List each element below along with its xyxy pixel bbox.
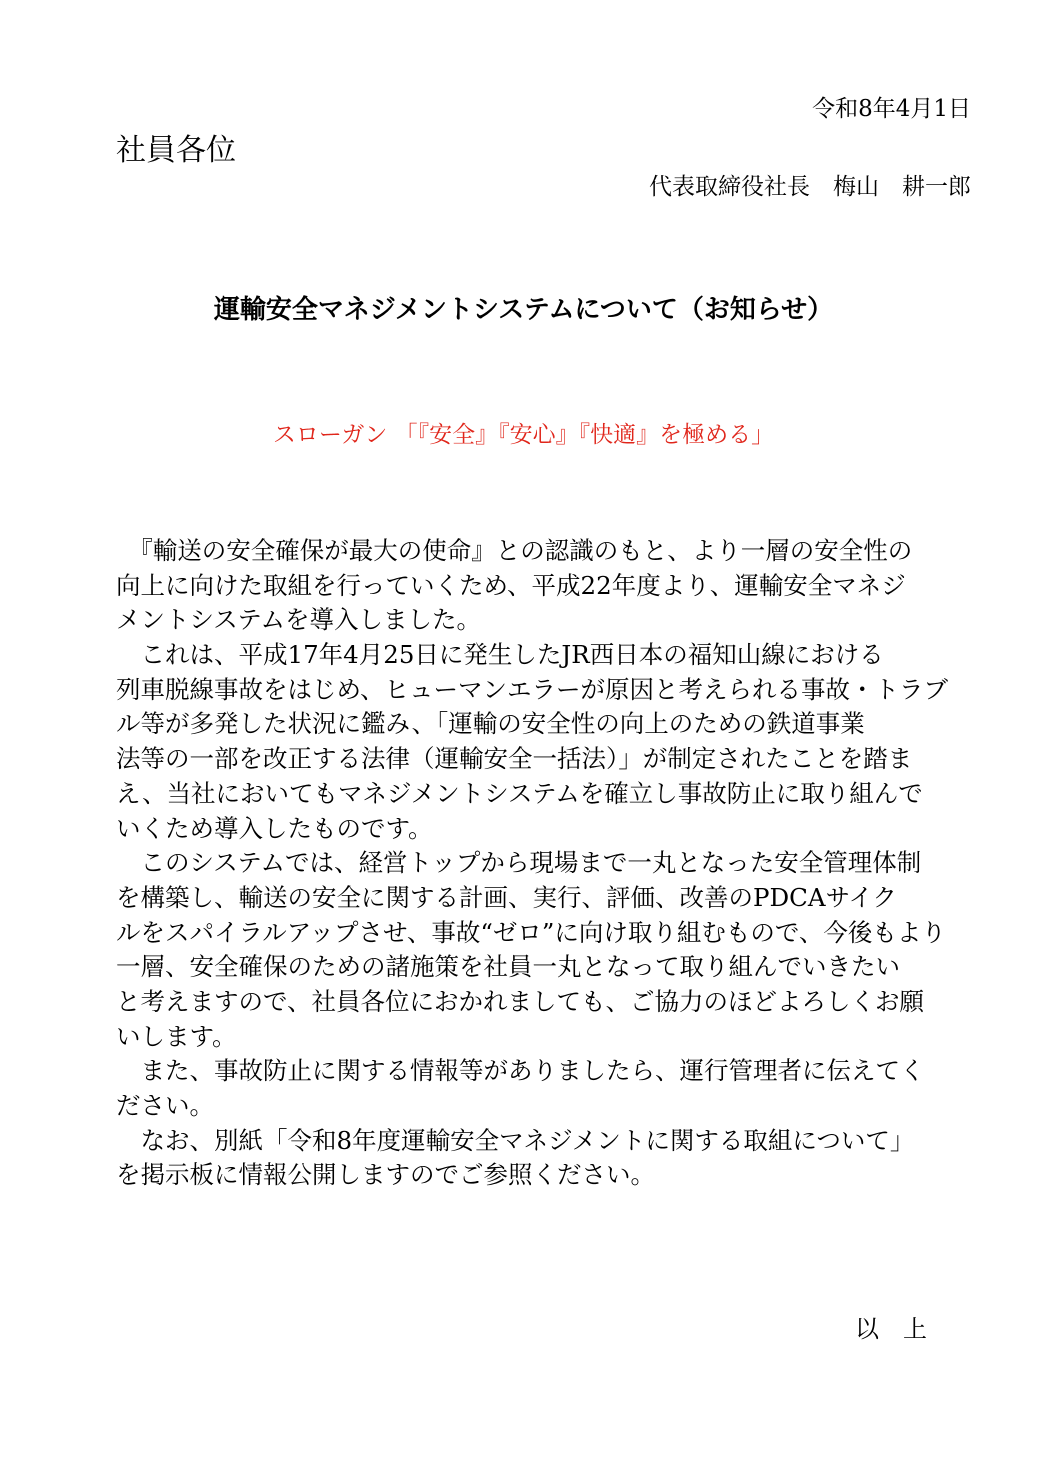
body-line: を構築し、輸送の安全に関する計画、実行、評価、改善のPDCAサイク	[116, 882, 897, 912]
body-line: 列車脱線事故をはじめ、ヒューマンエラーが原因と考えられる事故・トラブ	[116, 674, 949, 704]
body-line: いします。	[116, 1021, 237, 1051]
document-title: 運輸安全マネジメントシステムについて（お知らせ）	[213, 295, 834, 325]
body-line: これは、平成17年4月25日に発生したJR西日本の福知山線における	[116, 640, 884, 670]
closing-mark: 以 上	[855, 1315, 927, 1343]
body-line: と考えますので、社員各位におかれましても、ご協力のほどよろしくお願	[116, 986, 925, 1016]
body-line: 向上に向けた取組を行っていくため、平成22年度より、運輸安全マネジ	[116, 570, 906, 600]
body-line: このシステムでは、経営トップから現場まで一丸となった安全管理体制	[116, 848, 922, 878]
body-line: メントシステムを導入しました。	[116, 605, 482, 635]
document-date: 令和8年4月1日	[812, 96, 971, 122]
body-line: ル等が多発した状況に鑑み、「運輸の安全性の向上のための鉄道事業	[116, 709, 865, 739]
body-line: ルをスパイラルアップさせ、事故“ゼロ”に向け取り組むもので、今後もより	[116, 917, 946, 947]
body-line: また、事故防止に関する情報等がありましたら、運行管理者に伝えてく	[116, 1056, 925, 1086]
body-line: いくため導入したものです。	[116, 813, 433, 843]
sender: 代表取締役社長 梅山 耕一郎	[649, 174, 971, 200]
addressee: 社員各位	[116, 133, 236, 168]
body-line: え、当社においてもマネジメントシステムを確立し事故防止に取り組んで	[116, 778, 923, 808]
body-line: 法等の一部を改正する法律（運輸安全一括法）」が制定されたことを踏ま	[116, 744, 913, 774]
body-line: 『輸送の安全確保が最大の使命』との認識のもと、より一層の安全性の	[116, 536, 913, 565]
body-line: を掲示板に情報公開しますのでご参照ください。	[116, 1160, 655, 1190]
body-line: ださい。	[116, 1091, 214, 1120]
body-text	[116, 534, 976, 1193]
slogan: スローガン 「『安全』『安心』『快適』を極める」	[272, 422, 775, 448]
body-line: 一層、安全確保のための諸施策を社員一丸となって取り組んでいきたい	[116, 952, 900, 982]
body-line: なお、別紙「令和8年度運輸安全マネジメントに関する取組について」	[116, 1125, 915, 1155]
